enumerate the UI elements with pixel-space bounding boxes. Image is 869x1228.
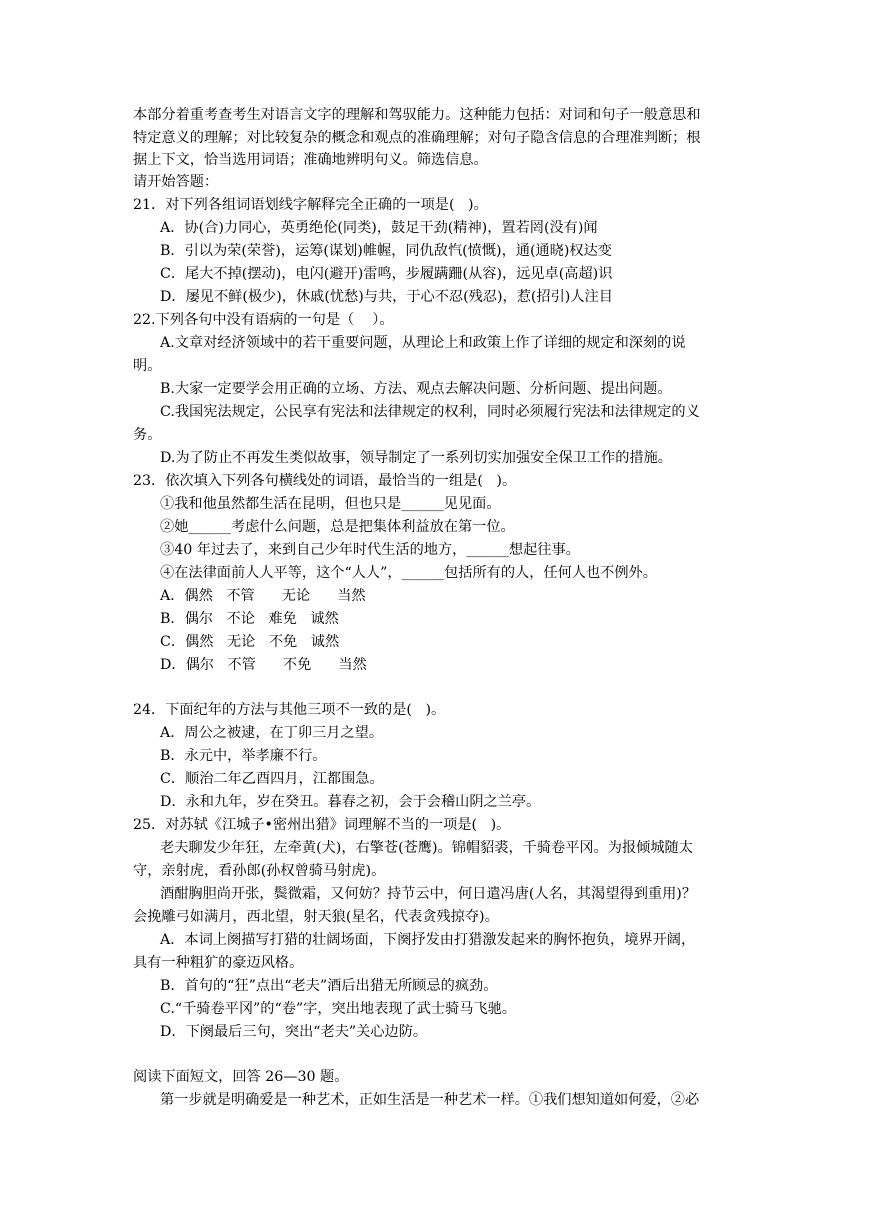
- q22-option-b: B.大家一定要学会用正确的立场、方法、观点去解决问题、分析问题、提出问题。: [160, 381, 672, 397]
- q25-option-d: D．下阕最后三句，突出“老夫”关心边防。: [160, 1024, 428, 1040]
- q22-option-a-cont: 明。: [133, 358, 162, 374]
- q21-stem: 21．对下列各组词语划线字解释完全正确的一项是( )。: [133, 197, 488, 213]
- q25-poem-line-3: 酒酣胸胆尚开张，鬓微霜，又何妨？持节云中，何日遣冯唐(人名，其渴望得到重用)？: [160, 886, 697, 902]
- q25-option-b: B．首句的“狂”点出“老夫”酒后出猎无所顾忌的疯劲。: [160, 978, 498, 994]
- q21-option-a: A．协(合)力同心，英勇绝伦(同类)，鼓足干劲(精神)，置若罔(没有)闻: [160, 220, 598, 236]
- q22-option-c: C.我国宪法规定，公民享有宪法和法律规定的权利，同时必须履行宪法和法律规定的义: [160, 404, 700, 420]
- q22-option-a: A.文章对经济领域中的若干重要问题，从理论上和政策上作了详细的规定和深刻的说: [160, 335, 686, 351]
- q21-option-d: D．屡见不鲜(极少)，休戚(忧愁)与共，于心不忍(残忍)，惹(招引)人注目: [160, 289, 613, 305]
- intro-line-2: 特定意义的理解；对比较复杂的概念和观点的准确理解；对句子隐含信息的合理准判断；根: [133, 130, 701, 146]
- q24-stem: 24．下面纪年的方法与其他三项不一致的是( )。: [133, 702, 446, 718]
- q24-option-d: D．永和九年，岁在癸丑。暮春之初，会于会稽山阴之兰亭。: [160, 794, 541, 810]
- start-prompt: 请开始答题：: [133, 174, 219, 190]
- q25-option-c: C.“千骑卷平冈”的“卷”字，突出地表现了武士骑马飞驰。: [160, 1001, 516, 1017]
- q21-option-b: B．引以为荣(荣誉)，运筹(谋划)帷幄，同仇敌忾(愤慨)，通(通晓)权达变: [160, 243, 612, 259]
- q23-option-b: B．偶尔 不论 难免 诚然: [160, 611, 339, 627]
- reading-intro: 阅读下面短文，回答 26—30 题。: [133, 1069, 349, 1085]
- q22-option-c-cont: 务。: [133, 427, 162, 443]
- q23-sentence-3: ③40 年过去了，来到自己少年时代生活的地方，______想起往事。: [160, 542, 580, 558]
- q23-option-a: A．偶然 不管 无论 当然: [160, 588, 366, 604]
- q22-option-d: D.为了防止不再发生类似故事，领导制定了一系列切实加强安全保卫工作的措施。: [160, 450, 672, 466]
- q23-sentence-4: ④在法律面前人人平等，这个“人人”，______包括所有的人，任何人也不例外。: [160, 565, 657, 581]
- q24-option-c: C．顺治二年乙酉四月，江都围急。: [160, 771, 384, 787]
- intro-line-3: 据上下文，恰当选用词语；准确地辨明句义。筛选信息。: [133, 152, 488, 168]
- q22-stem: 22.下列各句中没有语病的一句是（ ）。: [133, 312, 394, 328]
- q23-option-c: C．偶然 无论 不免 诚然: [160, 634, 340, 650]
- q23-stem: 23．依次填入下列各句横线处的词语，最恰当的一组是( )。: [133, 473, 517, 489]
- q23-sentence-1: ①我和他虽然都生活在昆明，但也只是______见见面。: [160, 496, 501, 512]
- q25-stem: 25．对苏轼《江城子•密州出猎》词理解不当的一项是( )。: [133, 817, 511, 833]
- q25-option-a: A．本词上阕描写打猎的壮阔场面，下阕抒发由打猎激发起来的胸怀抱负，境界开阔，: [160, 932, 696, 948]
- q24-option-b: B．永元中，举孝廉不行。: [160, 748, 327, 764]
- q23-sentence-2: ②她______考虑什么问题，总是把集体利益放在第一位。: [160, 519, 515, 535]
- q25-poem-line-4: 会挽雕弓如满月，西北望，射天狼(星名，代表贪残掠夺)。: [133, 909, 499, 925]
- q25-option-a-cont: 具有一种粗犷的豪迈风格。: [133, 955, 304, 971]
- q25-poem-line-2: 守，亲射虎，看孙郎(孙权曾骑马射虎)。: [133, 863, 386, 879]
- q21-option-c: C．尾大不掉(摆动)，电闪(避开)雷鸣，步履蹒跚(从容)，远见卓(高超)识: [160, 266, 613, 282]
- q23-option-d: D．偶尔 不管 不免 当然: [160, 657, 367, 673]
- reading-paragraph-1: 第一步就是明确爱是一种艺术，正如生活是一种艺术一样。①我们想知道如何爱，②必: [160, 1092, 700, 1108]
- intro-line-1: 本部分着重考查考生对语言文字的理解和驾驭能力。这种能力包括：对词和句子一般意思和: [133, 107, 701, 123]
- q25-poem-line-1: 老夫聊发少年狂，左牵黄(犬)，右擎苍(苍鹰)。锦帽貂裘，千骑卷平冈。为报倾城随太: [160, 840, 693, 856]
- q24-option-a: A．周公之被逮，在丁卯三月之望。: [160, 725, 384, 741]
